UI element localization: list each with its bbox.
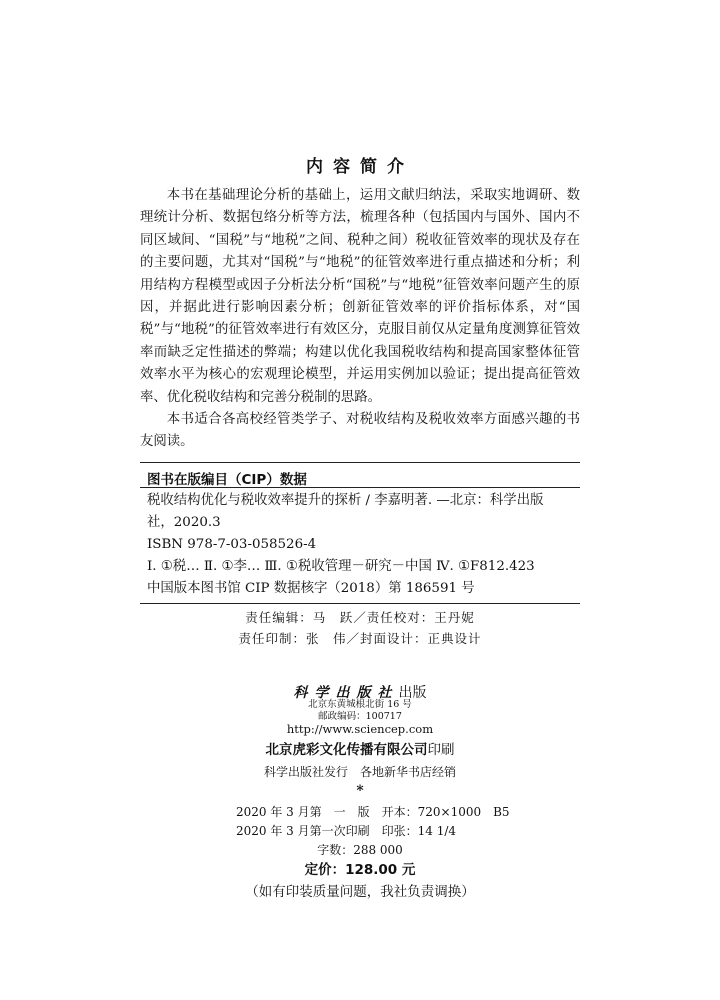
quality-note: （如有印装质量问题，我社负责调换）: [245, 884, 475, 900]
publisher-suffix: 出版: [398, 685, 427, 701]
intro-paragraph: 本书在基础理论分析的基础上，运用文献归纳法，采取实地调研、数理统计分析、数据包络分析等方法，梳理各种（包括国内与国外、国内不同区域间、“国税”与“地税”之间、税种之间）税收征管效率的现状及存在的主要问题，尤其对“国税”与“地税”的征管效率进行重点描述和分析；利用结构方程模型或因子分析法分析“国税”与“地税”征管效率问题产生的原因，并据此进行影响因素分析；创新征管效率的评价指标体系，对“国税”与“地税”的征管效率进行有效区分，克服目前仅从定量角度测算征管效率而缺乏定性描述的弊端；构建以优化我国税收结构和提高国家整体征管效率水平为核心的宏观理论模型，并运用实例加以验证；提出提高征管效率、优化税收结构和完善分税制的思路。: [140, 188, 580, 405]
price: 定价：128.00 元: [304, 862, 416, 878]
printer-suffix: 印刷: [427, 742, 455, 758]
cip-isbn: ISBN 978-7-03-058526-4: [147, 537, 317, 552]
intro-paragraph: 本书适合各高校经管类学子、对税收结构及税收效率方面感兴趣的书友阅读。: [140, 412, 580, 450]
separator-star: *: [356, 783, 364, 799]
printer-line: [0, 738, 720, 758]
cip-bottom-rule: [140, 603, 580, 604]
intro-body: [140, 185, 580, 454]
publisher-postcode: 邮政编码：100717: [318, 711, 402, 722]
publisher-address: 北京东黄城根北街 16 号: [308, 699, 412, 710]
staff-line: 责任印制：张 伟／封面设计：正典设计: [238, 631, 482, 646]
cip-top-rule: [140, 462, 580, 463]
cip-heading: 图书在版编目（CIP）数据: [147, 472, 307, 488]
cip-title-line: 社，2020.3: [147, 515, 221, 530]
printer-name: 北京虎彩文化传播有限公司: [265, 742, 428, 758]
word-count: 字数：288 000: [317, 843, 403, 857]
cip-classification: Ⅰ. ①税… Ⅱ. ①李… Ⅲ. ①税收管理－研究－中国 Ⅳ. ①F812.423: [147, 559, 535, 574]
cip-heading-rule: [140, 487, 580, 488]
cip-record: [147, 490, 577, 600]
cip-title-line: 税收结构优化与税收效率提升的探析 / 李嘉明著. —北京：科学出版: [147, 493, 544, 508]
cip-record-number: 中国版本图书馆 CIP 数据核字（2018）第 186591 号: [147, 581, 475, 596]
distribution-line: 科学出版社发行 各地新华书店经销: [263, 765, 456, 779]
edition-line: 2020 年 3 月第 一 版 开本：720×1000 B5: [236, 805, 510, 819]
intro-title: 内容简介: [306, 157, 414, 177]
printing-line: 2020 年 3 月第一次印刷 印张：14 1/4: [236, 824, 457, 838]
publisher-name: 科学出版社: [293, 685, 399, 701]
publisher-url: http://www.sciencep.com: [286, 722, 434, 736]
staff-line: 责任编辑：马 跃／责任校对：王丹妮: [245, 610, 475, 625]
